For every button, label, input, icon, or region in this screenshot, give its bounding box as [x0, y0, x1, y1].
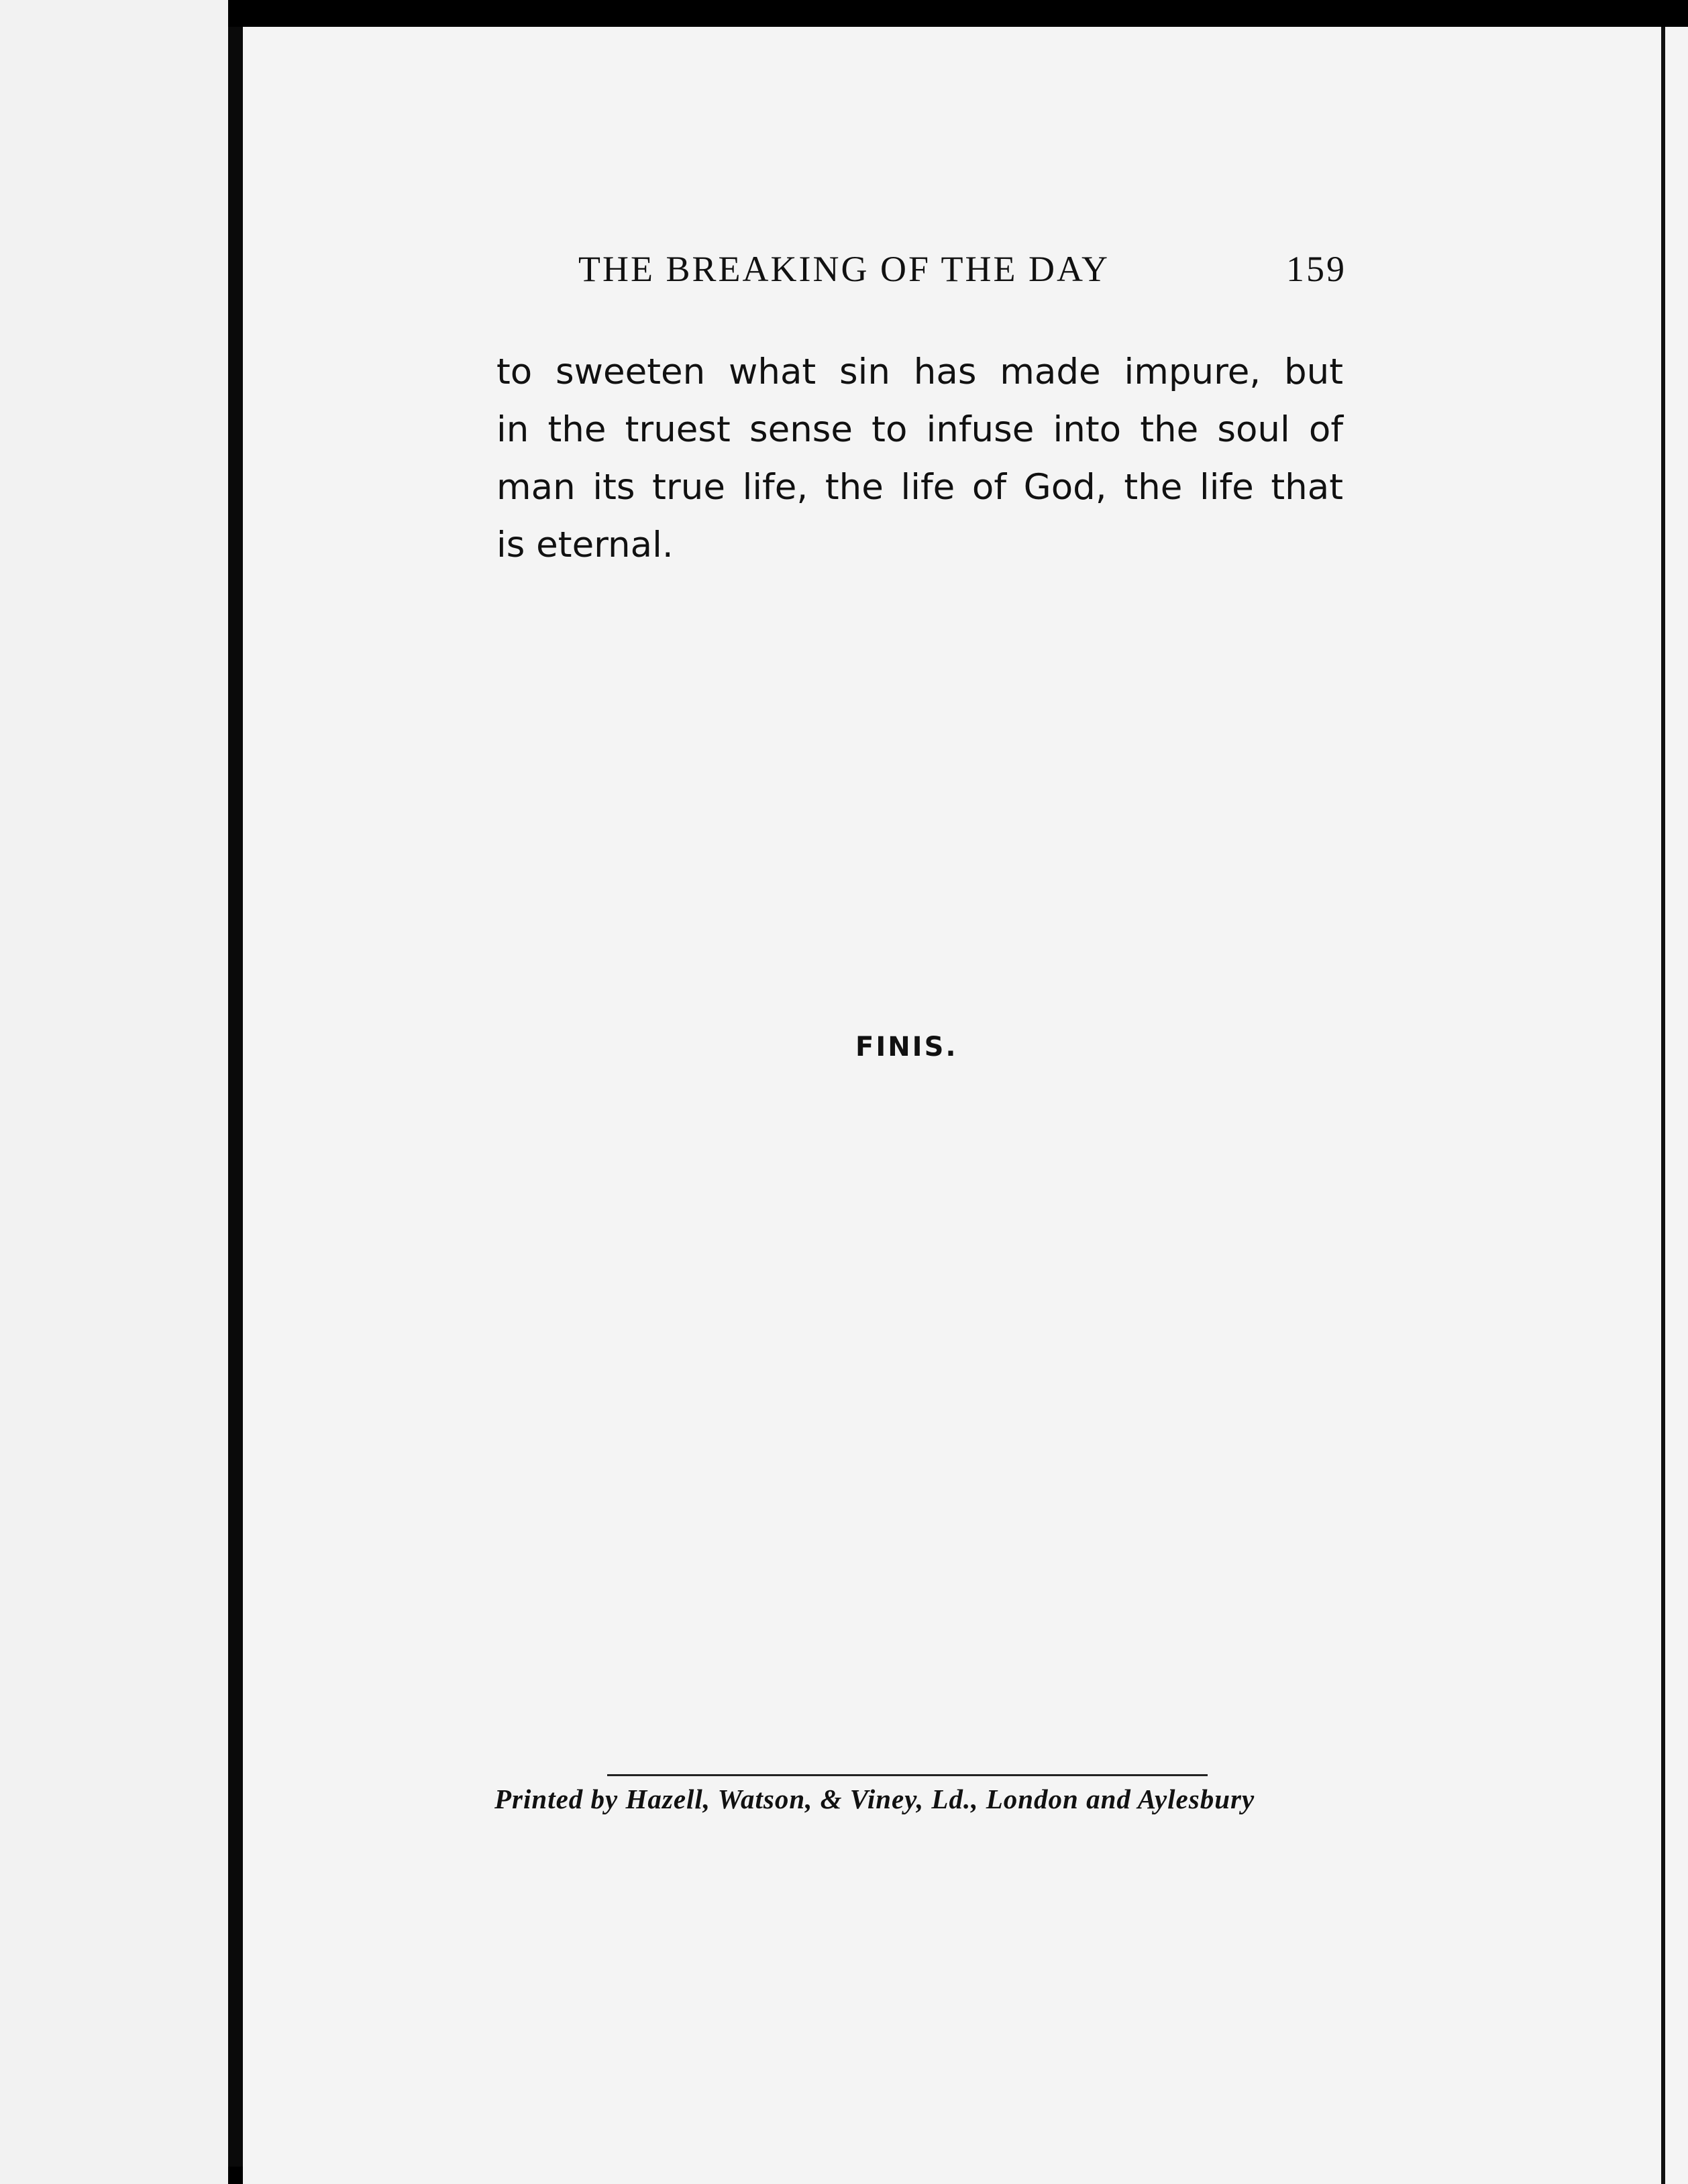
- finis-heading: FINIS.: [855, 1032, 958, 1062]
- body-paragraph: [496, 343, 1343, 574]
- imprint-rule: [607, 1774, 1208, 1776]
- running-head: [578, 248, 1347, 295]
- running-head-title: THE BREAKING OF THE DAY: [578, 249, 1110, 289]
- scan-border-top: [0, 0, 1688, 27]
- body-line: in the truest sense to infuse into the soul of: [496, 409, 1343, 450]
- printer-imprint: Printed by Hazell, Watson, & Viney, Ld., London and Aylesbury: [494, 1784, 1255, 1814]
- facing-page-edge: [0, 0, 228, 2184]
- page-right-edge: [1661, 27, 1688, 2184]
- page-number: 159: [1286, 249, 1347, 289]
- body-line: man its true life, the life of God, the life that: [496, 467, 1343, 508]
- body-line: to sweeten what sin has made impure, but: [496, 351, 1343, 392]
- book-gutter: [228, 27, 243, 2167]
- body-line: is eternal.: [496, 525, 674, 565]
